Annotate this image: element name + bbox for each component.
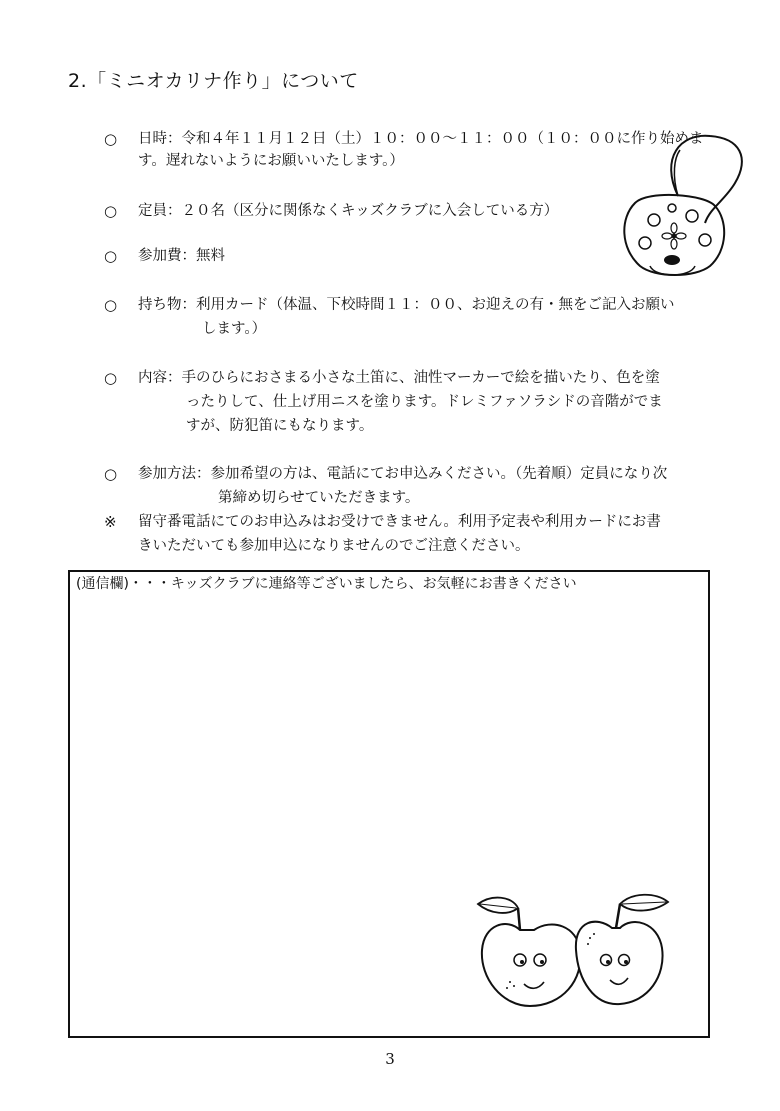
datetime-line2: す。遅れないようにお願いいたします。） bbox=[138, 153, 404, 169]
page-number: 3 bbox=[385, 1050, 395, 1068]
content-line3: すが、防犯笛にもなります。 bbox=[186, 418, 374, 434]
bullet-icon: ○ bbox=[104, 296, 118, 314]
bullet-icon: ○ bbox=[104, 130, 118, 148]
section-title: 2.「ミニオカリナ作り」について bbox=[68, 70, 359, 92]
note-mark-icon: ※ bbox=[104, 513, 117, 531]
bullet-icon: ○ bbox=[104, 202, 118, 220]
apples-icon bbox=[472, 888, 682, 1018]
communication-label: (通信欄)・・・キッズクラブに連絡等ございましたら、お気軽にお書きください bbox=[76, 576, 577, 592]
belongings-line1: 持ち物：利用カード（体温、下校時間１１：００、お迎えの有・無をご記入お願い bbox=[138, 297, 675, 313]
belongings-line2: します。） bbox=[202, 321, 267, 337]
fee-line1: 参加費：無料 bbox=[138, 248, 225, 264]
bullet-icon: ○ bbox=[104, 465, 118, 483]
bullet-icon: ○ bbox=[104, 247, 118, 265]
content-line1: 内容：手のひらにおさまる小さな土笛に、油性マーカーで絵を描いたり、色を塗 bbox=[138, 370, 660, 386]
application-line2: 第締め切らせていただきます。 bbox=[218, 490, 420, 506]
bullet-icon: ○ bbox=[104, 369, 118, 387]
note-line1: 留守番電話にてのお申込みはお受けできません。利用予定表や利用カードにお書 bbox=[138, 514, 661, 530]
content-line2: ったりして、仕上げ用ニスを塗ります。ドレミファソラシドの音階がでま bbox=[186, 394, 663, 410]
capacity-line1: 定員：２０名（区分に関係なくキッズクラブに入会している方） bbox=[138, 203, 559, 219]
note-line2: きいただいても参加申込になりませんのでご注意ください。 bbox=[138, 538, 530, 554]
ocarina-icon bbox=[610, 128, 750, 288]
datetime-line1: 日時：令和４年１１月１２日（土）１０：００～１１：００（１０：００に作り始めま bbox=[138, 131, 704, 147]
application-line1: 参加方法：参加希望の方は、電話にてお申込みください。（先着順）定員になり次 bbox=[138, 466, 668, 482]
